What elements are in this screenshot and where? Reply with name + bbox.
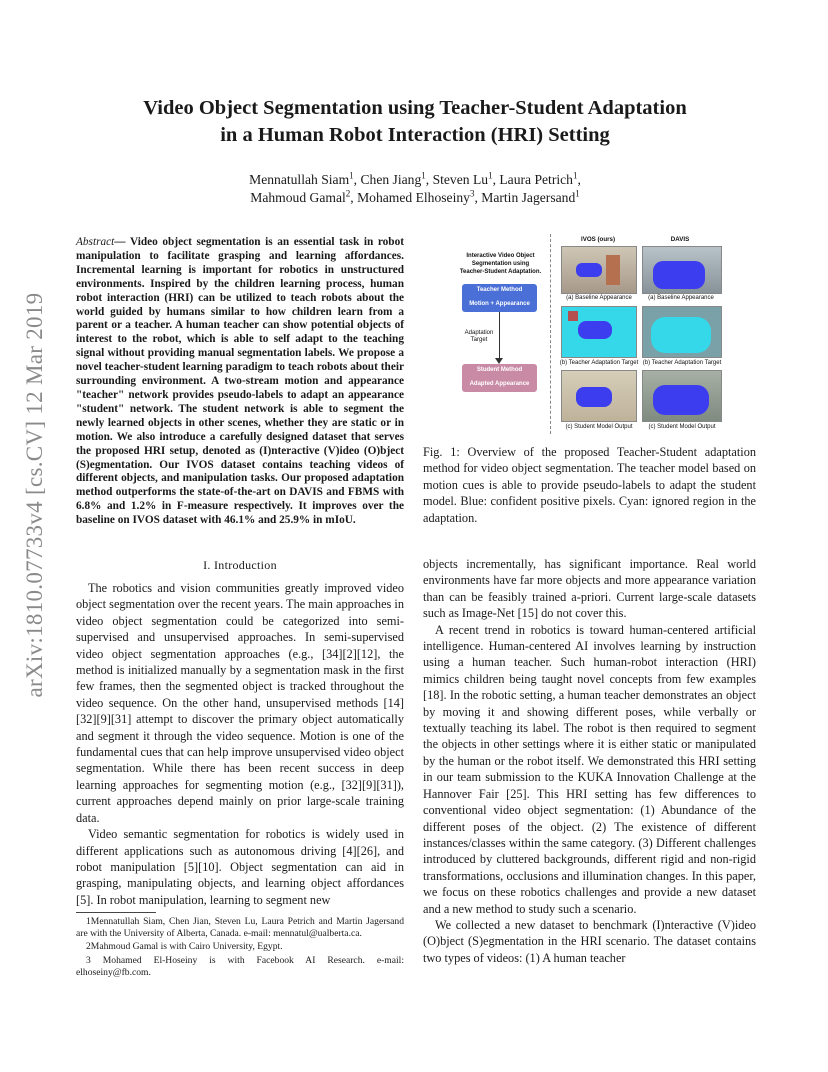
figure-description-line: Segmentation using — [471, 261, 530, 267]
label-c-ivos: (c) Student Model Output — [565, 424, 633, 430]
author-name: Mohamed Elhoseiny — [357, 190, 470, 205]
label-b-ivos: (b) Teacher Adaptation Target — [559, 360, 639, 366]
column-header-ivos: IVOS (ours) — [580, 236, 616, 243]
target-label: Target — [470, 337, 488, 343]
footnote: 2Mahmoud Gamal is with Cairo University, Egypt. — [86, 941, 283, 953]
column-header-davis: DAVIS — [670, 236, 690, 243]
title-line-2: in a Human Robot Interaction (HRI) Setting — [220, 124, 610, 146]
author-line-1: Mennatullah Siam$^1$, Chen Jiang$^1$, Steven Lu$^1$, Laura Petrich$^1$, — [249, 170, 581, 187]
abstract-text: — Video object segmentation is an essential task in robot manipulation to facilitate grasping and learning affordances. Incremental learning is important for robotics in unstructured environments. Inspired by the children learning process, human robot interaction (HRI) can be utilized to teach robots about the world guided by humans similar to how children learn from a parent or a teacher. A human teacher can show potential objects of interest to the robot, which is able to self adapt to the teaching signal without providing manual segmentation labels. We propose a novel teacher-student learning paradigm to teach robots about their surrounding environment. A two-stream motion and appearance "teacher" network provides pseudo-labels to adapt an appearance "student" network. The student network is able to segment the newly learned objects in other scenes, whether they are static or in motion. We also introduce a carefully designed dataset that serves the proposed HRI setup, denoted as (I)nteractive (V)ideo (O)bject (S)egmentation. Our IVOS dataset contains teaching videos of different objects, and manipulation tasks. Our proposed adaptation method outperforms the state-of-the-art on DAVIS and FBMS with 6.8% and 1.2% in F-measure respectively. It improves over the baseline on IVOS dataset with 46.1% and 25.9% in mIoU. — [76, 236, 404, 527]
label-a-ivos: (a) Baseline Appearance — [566, 295, 632, 301]
paragraph: objects incrementally, has significant importance. Real world environments have far more objects and more appearance variation than can be feasibly trained a-priori. Current large-scale datasets such as Image-Net [15] do not cover this. — [423, 557, 756, 621]
affiliation-mark: 1 — [575, 188, 580, 199]
affiliation-mark: 1 — [421, 170, 426, 181]
title-line-1: Video Object Segmentation using Teacher-Student Adaptation — [143, 97, 687, 119]
label-a-davis: (a) Baseline Appearance — [648, 295, 714, 301]
author-name: Steven Lu — [432, 172, 489, 187]
abstract — [76, 236, 404, 528]
figure-1 — [440, 234, 740, 434]
photo-ivos-teacher — [561, 306, 637, 358]
figure-divider — [550, 234, 551, 434]
abstract-label: Abstract — [76, 236, 115, 248]
affiliation-mark: 1 — [488, 170, 493, 181]
label-c-davis: (c) Student Model Output — [648, 424, 716, 430]
author-line-2: Mahmoud Gamal$^2$, Mohamed Elhoseiny$^3$, Martin Jagersand$^1$ — [250, 188, 580, 205]
affiliation-mark: 2 — [345, 188, 351, 199]
adaptation-label: Adaptation — [464, 330, 494, 336]
paragraph: The robotics and vision communities greatly improved video object segmentation over the recent years. The main approaches in video object segmentation could be categorized into semi-supervised and unsupervised approaches. In semi-supervised video object segmentation approaches (e.g., [34][2][12], the method is initialized manually by a segmentation mask in the first few frames, then the segmented object is tracked throughout the video sequence. On the other hand, unsupervised methods [14][32][9][31] attempt to discover the primary object automatically and segment it through the video sequence. Motion is one of the fundamental cues that can help improve unsupervised video object segmentation. While there has been recent success in deep learning approaches for segmenting motion (e.g., [32][9][31]), current approaches depend mainly on prior large-scale training data. — [76, 581, 404, 825]
photo-davis-teacher — [642, 306, 722, 358]
teacher-method-label: Teacher Method — [476, 287, 523, 293]
arxiv-stamp — [20, 290, 50, 700]
author-name: Laura Petrich — [499, 172, 573, 187]
footnote: 1Mennatullah Siam, Chen Jian, Steven Lu, Laura Petrich and Martin Jagersand are with the University of Alberta, Canada. e-mail: mennatul@ualberta.ca. — [76, 916, 404, 940]
paragraph: We collected a new dataset to benchmark (I)nteractive (V)ideo (O)bject (S)egmentation in the HRI scenario. The dataset contains two types of videos: (1) A human teacher — [423, 917, 756, 965]
photo-ivos-baseline — [561, 246, 637, 294]
motion-appearance-label: Motion + Appearance — [469, 301, 530, 307]
paragraph: A recent trend in robotics is toward human-centered artificial intelligence. Human-centered AI involves learning by instruction using a human teacher. Such human-robot interaction (HRI) mimics children being taught novel concepts from few examples [18]. In the robotic setting, a human teacher demonstrates an object by moving it and showing different poses, while verbally or textually teaching its label. The robot is then required to segment the objects in other settings where it is either static or manipulated by the human or the robot itself. We demonstrated this HRI setting in our team submission to the KUKA Innovation Challenge at the Hannover Fair [25]. This HRI setting has few differences to conventional video object segmentation: (1) Abundance of the different poses of the object. (2) The existence of different instances/classes within the same category. (3) Different challenges introduced by cluttered backgrounds, different rigid and non-rigid transformations, occlusions and illumination changes. In this paper, we focus on these robotics challenges and provide a new dataset and a new method to study such a scenario. — [423, 622, 756, 916]
author-name: Mennatullah Siam — [249, 172, 350, 187]
arxiv-stamp-text: arXiv:1810.07733v4 [cs.CV] 12 Mar 2019 — [22, 292, 47, 698]
footnotes — [76, 916, 404, 980]
photo-davis-student — [642, 370, 722, 422]
adaptation-target-label — [460, 330, 498, 344]
section-heading-introduction: I. Introduction — [203, 558, 277, 572]
student-method-label: Student Method — [476, 367, 523, 373]
figure-caption: Fig. 1: Overview of the proposed Teacher-Student adaptation method for video object segmentation. The teacher model based on motion cues is able to provide pseudo-labels to adapt the student model. Blue: confident positive pixels. Cyan: ignored region in the adaptation. — [423, 445, 756, 525]
figure-description-line: Teacher-Student Adaptation. — [459, 269, 542, 275]
photo-ivos-student — [561, 370, 637, 422]
author-list — [70, 171, 760, 207]
label-b-davis: (b) Teacher Adaptation Target — [642, 360, 722, 366]
figure-description-line: Interactive Video Object — [466, 253, 535, 259]
footnote-rule — [76, 912, 156, 913]
author-name: Mahmoud Gamal — [250, 190, 346, 205]
left-column-body — [76, 580, 404, 908]
author-name: Chen Jiang — [360, 172, 422, 187]
paragraph: Video semantic segmentation for robotics is widely used in different applications such as autonomous driving [4][26], and robot manipulation [5][10]. Object segmentation can aid in grasping, manipulating objects, and learning object affordances [5]. In robot manipulation, learning to segment new — [76, 827, 404, 907]
footnote: 3 Mohamed El-Hoseiny is with Facebook AI Research. e-mail: elhoseiny@fb.com. — [76, 954, 404, 978]
right-column-body — [423, 556, 756, 966]
author-name: Martin Jagersand — [481, 190, 576, 205]
paper-title — [70, 95, 760, 149]
affiliation-mark: 1 — [572, 170, 578, 181]
arrow-shaft — [499, 312, 500, 362]
figure-description — [448, 252, 553, 276]
affiliation-mark: 3 — [469, 188, 475, 199]
affiliation-mark: 1 — [349, 170, 354, 181]
photo-davis-baseline — [642, 246, 722, 294]
adapted-appearance-label: Adapted Appearance — [469, 381, 530, 387]
